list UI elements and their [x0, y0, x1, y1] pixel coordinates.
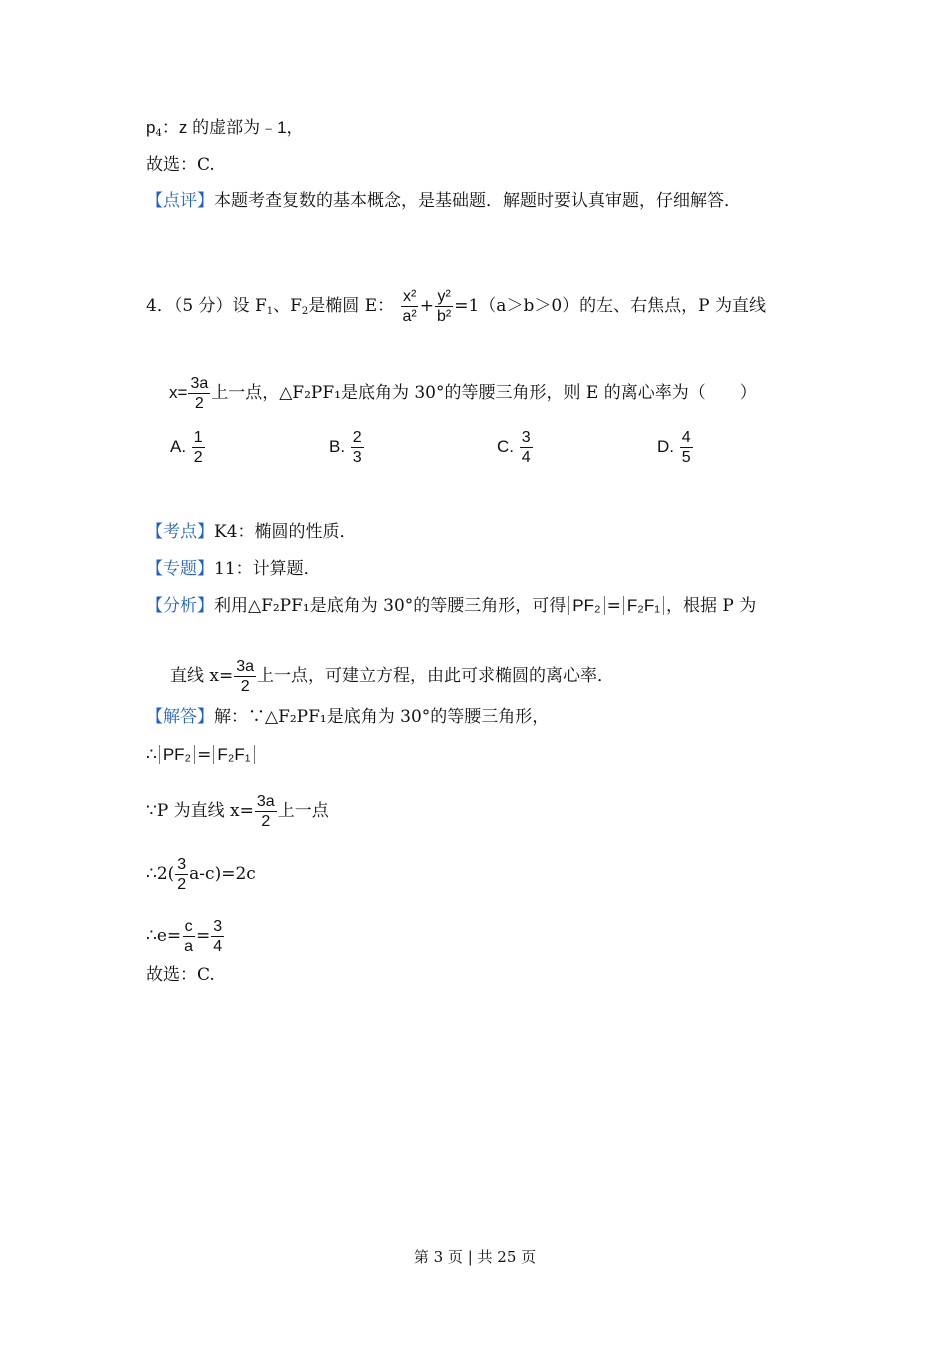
- p4-sub: 4: [155, 128, 162, 139]
- frac-3a-2: [255, 792, 277, 831]
- f1-sub: 1: [266, 306, 274, 317]
- therefore: ∴: [146, 745, 157, 765]
- zhuanti-text: 11：计算题．: [214, 559, 321, 579]
- p4-statement: [146, 117, 304, 145]
- frac-num: 3: [177, 856, 187, 873]
- step-4: [146, 917, 225, 956]
- option-c[interactable]: [497, 428, 534, 467]
- option-label: C.: [497, 436, 514, 456]
- plus: +: [419, 296, 435, 316]
- comment-text: 本题考查复数的基本概念，是基础题．解题时要认真审题，仔细解答．: [214, 191, 741, 211]
- frac-3-2: [175, 855, 188, 894]
- step2-tail: 上一点: [277, 801, 329, 821]
- frac-3a-2: [234, 657, 256, 696]
- fenxi-text: 利用△F₂PF₁是底角为 30°的等腰三角形，可得: [214, 596, 567, 616]
- abs-pf2: PF₂: [568, 596, 604, 615]
- abs-f2f1: F₂F₁: [213, 745, 254, 764]
- frac-c-a: [182, 917, 195, 956]
- frac-num: 4: [681, 429, 691, 446]
- p4-label: p: [146, 118, 156, 137]
- fenxi2-prefix: 直线 x=: [170, 666, 234, 686]
- equals: =: [197, 745, 212, 765]
- x-eq: x=: [169, 383, 188, 402]
- x2-over-a2: [401, 287, 419, 326]
- kaodian-tag: 【考点】: [146, 522, 214, 542]
- frac-den: b²: [437, 308, 452, 325]
- frac-den: 3: [352, 449, 362, 466]
- jieda-tag: 【解答】: [146, 707, 214, 727]
- option-label: A.: [170, 436, 187, 456]
- q4-tail: =1（a＞b＞0）的左、右焦点，P 为直线: [454, 296, 766, 316]
- zhuanti: [146, 558, 321, 580]
- frac-num: c: [184, 918, 193, 935]
- option-frac: [351, 428, 364, 467]
- q4-mid: 是椭圆 E：: [308, 296, 395, 316]
- f2-sub: 2: [301, 306, 309, 317]
- abs-pf2: PF₂: [159, 745, 195, 764]
- step2-prefix: ∵P 为直线 x=: [146, 801, 254, 821]
- frac-num: 3a: [190, 375, 209, 392]
- frac-num: 3: [213, 918, 223, 935]
- jieda-text: 解：∵△F₂PF₁是底角为 30°的等腰三角形，: [214, 707, 550, 727]
- equals: =: [196, 926, 211, 946]
- comment-tag: 【点评】: [146, 191, 214, 211]
- jieda: [146, 706, 549, 728]
- frac-num: 1: [193, 429, 203, 446]
- step-1: [146, 744, 257, 766]
- question-4-line2: [169, 374, 757, 413]
- fenxi-tail: ，根据 P 为: [665, 596, 757, 616]
- equals: =: [606, 596, 621, 616]
- frac-den: 2: [177, 876, 187, 893]
- zhuanti-tag: 【专题】: [146, 559, 214, 579]
- frac-den: 2: [240, 678, 250, 695]
- q4-line2-text: 上一点，△F₂PF₁是底角为 30°的等腰三角形，则 E 的离心率为（ ）: [211, 383, 757, 403]
- option-frac: [680, 428, 693, 467]
- option-frac: [192, 428, 205, 467]
- step4-prefix: ∴e=: [146, 926, 182, 946]
- frac-3-4: [211, 917, 224, 956]
- kaodian-text: K4：椭圆的性质．: [214, 522, 357, 542]
- frac-den: 2: [194, 395, 204, 412]
- option-frac: [520, 428, 533, 467]
- option-d[interactable]: [657, 428, 694, 467]
- step-3: [146, 855, 256, 894]
- kaodian: [146, 521, 357, 543]
- option-b[interactable]: [329, 428, 365, 467]
- frac-num: y²: [437, 288, 451, 305]
- step-2: [146, 792, 329, 831]
- frac-den: 2: [261, 813, 271, 830]
- frac-den: 2: [193, 449, 203, 466]
- frac-num: 3a: [256, 793, 275, 810]
- frac-num: 2: [352, 429, 362, 446]
- q4-num: 4．（5 分）设 F: [146, 296, 267, 316]
- option-a[interactable]: [170, 428, 206, 467]
- step3-tail: a-c)=2c: [189, 864, 256, 884]
- frac-den: 4: [213, 938, 223, 955]
- page-footer: 第 3 页 | 共 25 页: [413, 1248, 537, 1266]
- fenxi-line2: [170, 657, 614, 696]
- fenxi-tag: 【分析】: [146, 596, 214, 616]
- frac-den: 5: [681, 449, 691, 466]
- y2-over-b2: [435, 287, 453, 326]
- frac-num: x²: [402, 288, 417, 305]
- frac-den: 4: [521, 449, 531, 466]
- step3-prefix: ∴2(: [146, 864, 175, 884]
- prev-comment: [146, 190, 741, 212]
- frac-den: a²: [402, 308, 417, 325]
- option-label: B.: [329, 436, 346, 456]
- abs-f2f1: F₂F₁: [623, 596, 664, 615]
- frac-den: a: [184, 938, 194, 955]
- p4-text: ：z 的虚部为﹣1，: [161, 118, 304, 137]
- fenxi2-tail: 上一点，可建立方程，由此可求椭圆的离心率．: [257, 666, 615, 686]
- final-answer: 故选：C.: [146, 965, 215, 985]
- q4-sep: 、F: [273, 296, 302, 316]
- frac-num: 3: [521, 429, 531, 446]
- frac-3a-2: [188, 374, 210, 413]
- fenxi: [146, 595, 756, 617]
- prev-answer: 故选：C.: [146, 155, 215, 175]
- question-4-line1: [146, 287, 766, 326]
- frac-num: 3a: [236, 658, 255, 675]
- option-label: D.: [657, 436, 674, 456]
